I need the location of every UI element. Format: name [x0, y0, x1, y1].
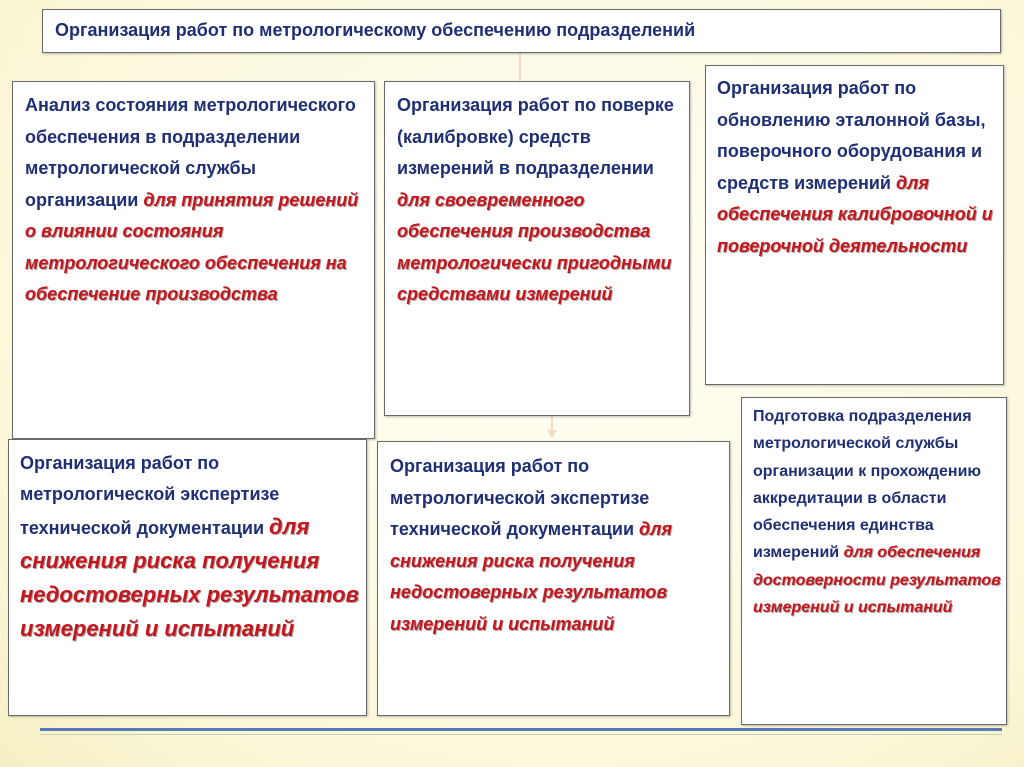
card-expertise-center-accent: для снижения риска получения недостоверных результатов измерений и испытаний — [390, 519, 672, 634]
card-verification — [384, 81, 690, 416]
card-reference-base-main: Организация работ по обновлению эталонной базы, поверочного оборудования и средств измерений — [717, 78, 986, 193]
card-reference-base-text — [717, 73, 1002, 262]
card-analysis-accent: для принятия решений о влиянии состояния метрологического обеспечения на обеспечение производства — [25, 189, 359, 304]
card-reference-base — [705, 65, 1004, 385]
card-verification-accent: для своевременного обеспечения производства метрологически пригодными средствами измерений — [397, 189, 672, 304]
card-expertise-center-main: Организация работ по метрологической экспертизе технической документации — [390, 456, 650, 539]
footer-divider — [40, 728, 1002, 731]
page-title: Организация работ по метрологическому обеспечению подразделений — [55, 20, 696, 40]
footer-divider-thin — [40, 734, 1002, 735]
card-expertise-left — [8, 439, 367, 716]
connector-line-top — [519, 53, 521, 81]
card-accreditation-accent: для обеспечения достоверности результатов измерений и испытаний — [753, 544, 1001, 617]
card-analysis — [12, 81, 375, 439]
card-expertise-left-accent: для снижения риска получения недостоверных результатов измерений и испытаний — [20, 514, 359, 641]
card-reference-base-accent: для обеспечения калибровочной и поверочной деятельности — [717, 172, 993, 256]
card-accreditation-main: Подготовка подразделения метрологической службы организации к прохождению аккредитации в области обеспечения единства измерений — [753, 408, 982, 562]
card-expertise-center-text — [390, 451, 726, 640]
card-accreditation-text — [753, 403, 1005, 621]
card-verification-text — [397, 90, 685, 311]
card-analysis-text — [25, 90, 370, 311]
card-expertise-left-main: Организация работ по метрологической экспертизе технической документации — [20, 453, 280, 538]
card-analysis-main: Анализ состояния метрологического обеспечения в подразделении метрологической службы организации — [25, 95, 356, 210]
title-box — [42, 9, 1001, 53]
connector-arrow-icon — [547, 430, 557, 438]
connector-line-mid — [551, 414, 553, 430]
card-accreditation — [741, 397, 1007, 725]
card-expertise-center — [377, 441, 730, 716]
card-verification-main: Организация работ по поверке (калибровке) средств измерений в подразделении — [397, 95, 674, 178]
card-expertise-left-text — [20, 448, 365, 646]
